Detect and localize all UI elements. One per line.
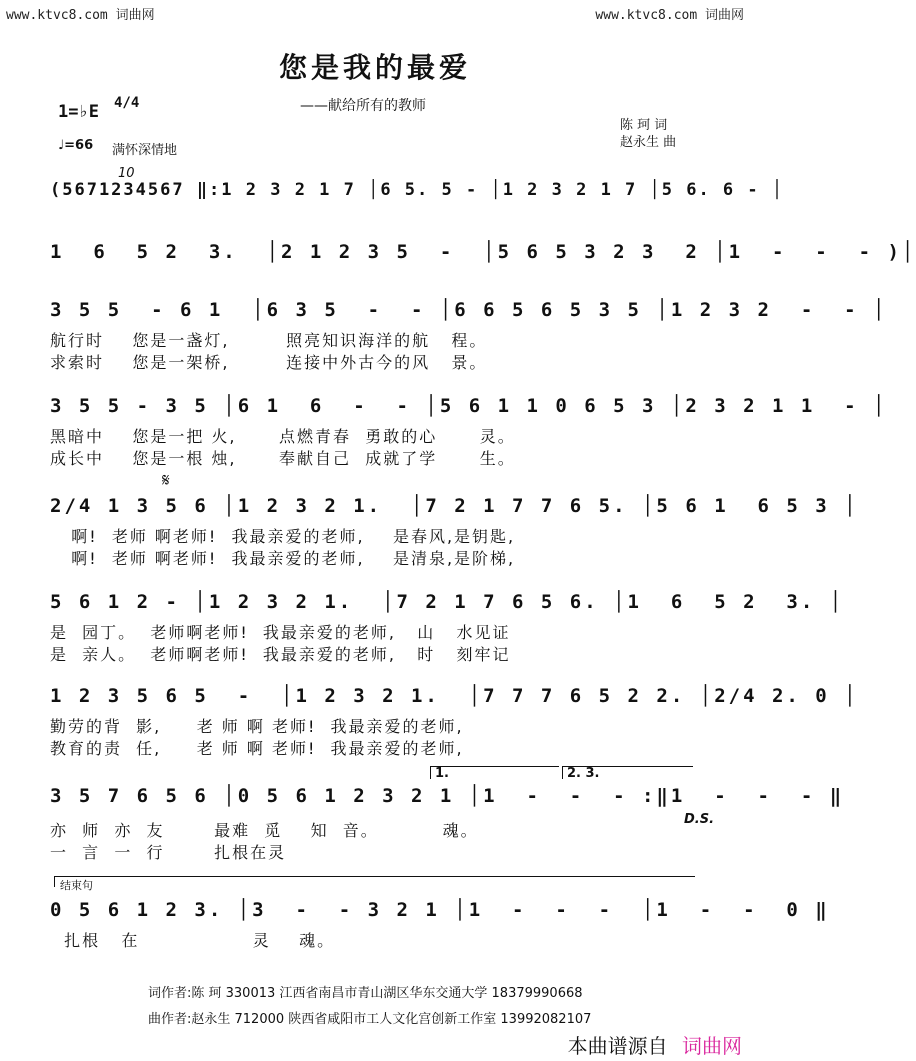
watermark-left: www.ktvc8.com 词曲网 [6, 8, 155, 23]
score-row-3 [50, 294, 888, 374]
notation-line-6: 5 6 1 2 - │1 2 3 2 1. │7 2 1 7 6 5 6. │1 6 5 2 3. │ [50, 591, 845, 613]
lyric-verse-2: 求索时 您是一架桥, 连接中外古今的风 景。 [50, 353, 488, 372]
expression-marking: 满怀深情地 [112, 143, 178, 158]
coda-row [50, 876, 830, 950]
notation-line-coda: 0 5 6 1 2 3. │3 - - 3 2 1 │1 - - - │1 - - 0 ‖ [50, 899, 830, 921]
notation-line-7: 1 2 3 5 6 5 - │1 2 3 2 1. │7 7 7 6 5 2 2. │2/4 2. 0 │ [50, 685, 859, 707]
lyric-verse-1: 是 园丁。 老师啊老师! 我最亲爱的老师, 山 水见证 [50, 623, 511, 642]
lyricist-contact: 词作者:陈 珂 330013 江西省南昌市青山湖区华东交通大学 18379990668 [148, 986, 583, 1001]
composer-contact: 曲作者:赵永生 712000 陕西省咸阳市工人文化宫创新工作室 13992082107 [148, 1012, 592, 1027]
notation-line-3: 3 5 5 - 6 1 │6 3 5 - - │6 6 5 6 5 3 5 │1 2 3 2 - - │ [50, 299, 888, 321]
notation-line-2: 1 6 5 2 3. │2 1 2 3 5 - │5 6 5 3 2 3 2 │1 - - - )│ [50, 241, 916, 263]
lyric-verse-1: 亦 师 亦 友 最难 觅 知 音。 魂。 [50, 821, 479, 840]
coda-label: 结束句 [60, 879, 93, 892]
lyric-verse-1: 啊! 老师 啊老师! 我最亲爱的老师, 是春风,是钥匙, [50, 527, 516, 546]
footer-brand-name: 词曲网 [682, 1034, 742, 1058]
segno-sign: 𝄋 [162, 470, 170, 491]
score-row-4 [50, 390, 888, 470]
key-signature: 1=♭E [58, 102, 99, 122]
tempo-marking: ♩=66 [58, 138, 94, 153]
watermark-right: www.ktvc8.com 词曲网 [595, 8, 744, 23]
notation-line-1: (5671234567 ‖:1 2 3 2 1 7 │6 5. 5 - │1 2 3 2 1 7 │5 6. 6 - │ [50, 180, 785, 200]
second-ending-label: 2. 3. [567, 766, 600, 781]
footer-brand [568, 1030, 742, 1059]
lyric-verse-2: 啊! 老师 啊老师! 我最亲爱的老师, 是清泉,是阶梯, [50, 549, 516, 568]
notation-line-5: 2/4 1 3 5 6 │1 2 3 2 1. │7 2 1 7 7 6 5. │5 6 1 6 5 3 │ [50, 495, 859, 517]
lyric-verse-2: 是 亲人。 老师啊老师! 我最亲爱的老师, 时 刻牢记 [50, 645, 511, 664]
lyricist-credit: 陈 珂 词 [620, 118, 668, 133]
song-subtitle: ——献给所有的教师 [300, 98, 426, 114]
lyric-verse-2: 成长中 您是一根 烛, 奉献自己 成就了学 生。 [50, 449, 516, 468]
coda-bracket [54, 876, 695, 887]
tuplet-mark: 10 [118, 166, 135, 181]
score-row-8 [50, 766, 845, 862]
song-title: 您是我的最爱 [278, 51, 471, 84]
composer-credit: 赵永生 曲 [620, 135, 677, 150]
first-ending-bracket [430, 766, 559, 779]
lyric-verse-1: 勤劳的背 影, 老 师 啊 老师! 我最亲爱的老师, [50, 717, 464, 736]
lyric-verse-2: 一 言 一 行 扎根在灵 [50, 843, 287, 862]
lyric-coda: 扎根 在 灵 魂。 [50, 931, 336, 950]
lyric-verse-1: 黑暗中 您是一把 火, 点燃青春 勇敢的心 灵。 [50, 427, 516, 446]
time-signature: 4/4 [114, 95, 140, 111]
score-row-6 [50, 586, 845, 666]
score-row-5 [50, 470, 859, 570]
dal-segno-mark: D.S. [684, 812, 715, 827]
notation-line-4: 3 5 5 - 3 5 │6 1 6 - - │5 6 1 1 0 6 5 3 │2 3 2 1 1 - │ [50, 395, 888, 417]
score-row-1 [50, 166, 785, 214]
lyric-verse-1: 航行时 您是一盏灯, 照亮知识海洋的航 程。 [50, 331, 488, 350]
score-row-7 [50, 680, 859, 760]
lyric-verse-2: 教育的责 任, 老 师 啊 老师! 我最亲爱的老师, [50, 739, 464, 758]
notation-line-8: 3 5 7 6 5 6 │0 5 6 1 2 3 2 1 │1 - - - :‖1 - - - ‖ [50, 785, 845, 807]
first-ending-label: 1. [435, 766, 449, 781]
score-row-2 [50, 236, 916, 276]
footer-brand-prefix: 本曲谱源自 [567, 1034, 668, 1058]
